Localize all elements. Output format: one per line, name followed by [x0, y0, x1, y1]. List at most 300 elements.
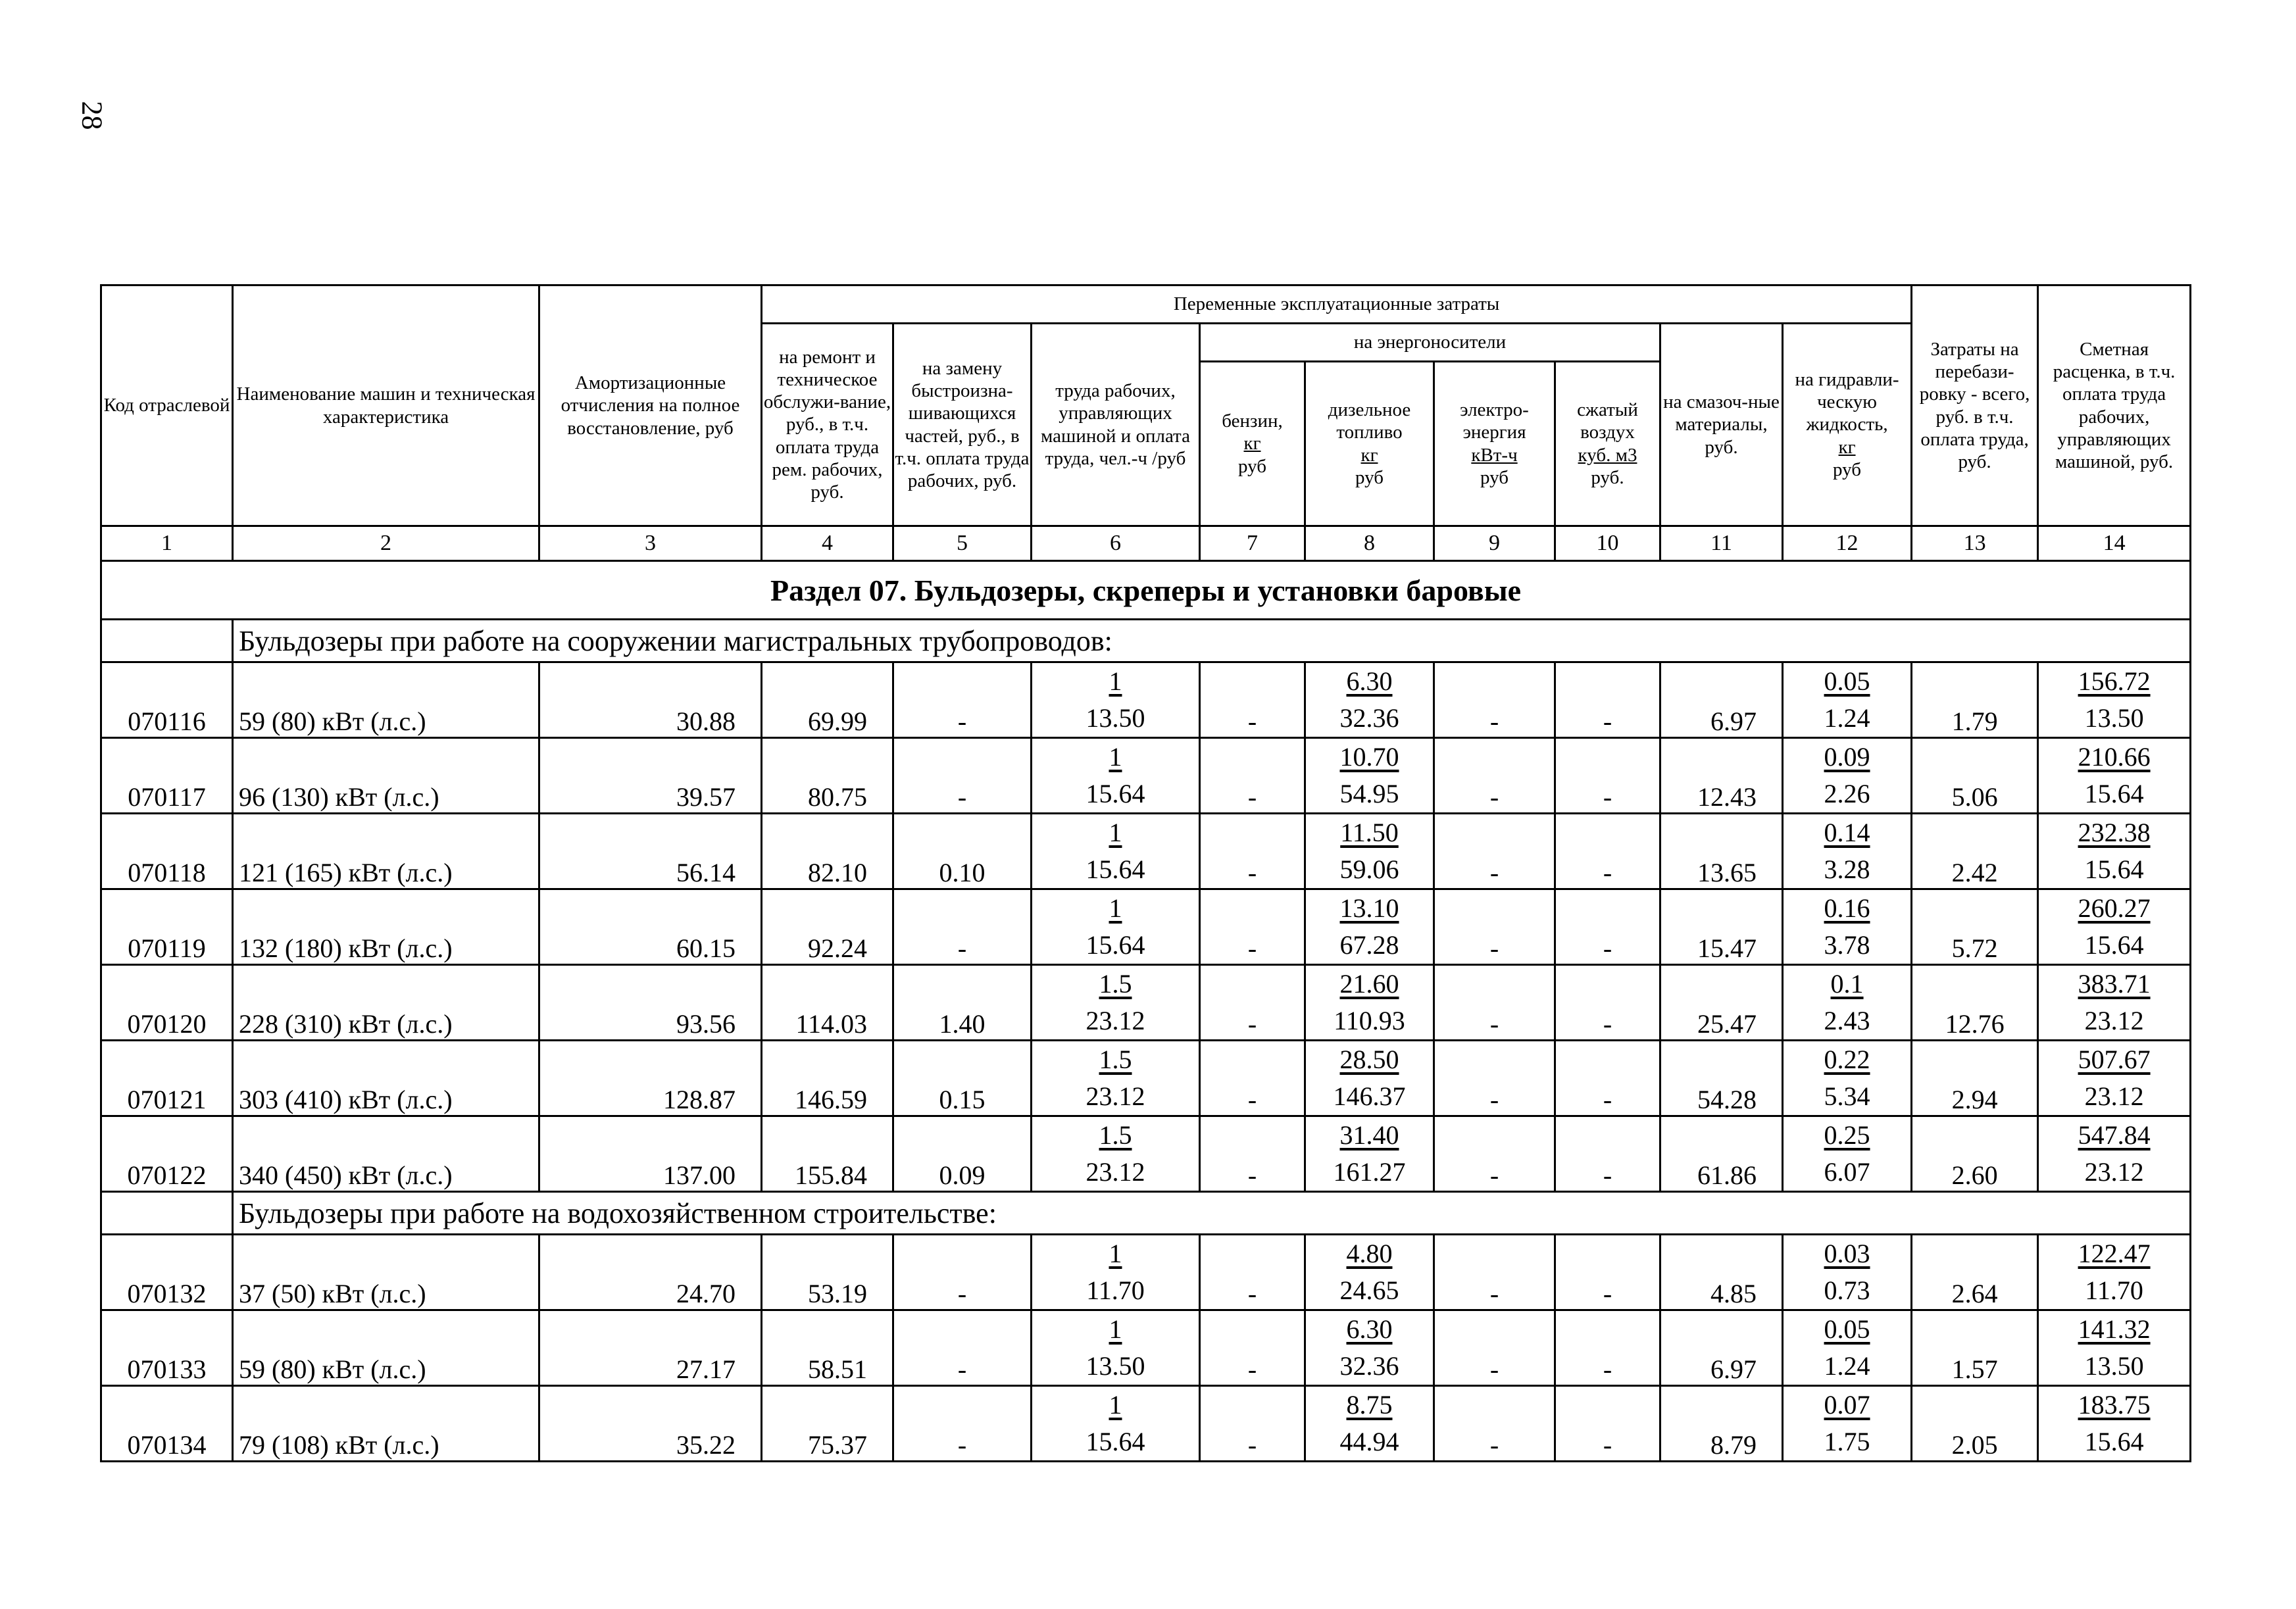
air-value: - — [1555, 662, 1660, 738]
labor-value-top-value: 1 — [1109, 893, 1122, 923]
labor-value-top — [1032, 966, 1199, 1003]
electric-value: - — [1434, 1116, 1555, 1192]
air-value: - — [1555, 1235, 1660, 1310]
replacement-value: 0.15 — [893, 1041, 1032, 1116]
page-number: 28 — [76, 101, 109, 130]
diesel-value-top — [1306, 1311, 1433, 1348]
diesel-value-top-value: 8.75 — [1346, 1390, 1393, 1420]
header-electric-unit1: кВт-ч — [1471, 444, 1518, 466]
column-number: 5 — [893, 526, 1032, 561]
header-hydraulic-unit1: кг — [1838, 436, 1856, 458]
diesel-value — [1305, 1041, 1434, 1116]
group-title-row — [101, 1192, 2191, 1235]
estimate-value-top-value: 122.47 — [2078, 1239, 2151, 1268]
hydraulic-value-bottom-value: 2.43 — [1824, 1006, 1870, 1035]
header-labor: труда рабочих, управляющих машиной и оплата труда, чел.-ч /руб — [1032, 324, 1200, 526]
labor-value — [1032, 738, 1200, 814]
replacement-value: 1.40 — [893, 965, 1032, 1041]
estimate-value-top — [2039, 1311, 2189, 1348]
repair-value: 69.99 — [762, 662, 893, 738]
diesel-value-top — [1306, 814, 1433, 851]
labor-value-top — [1032, 1387, 1199, 1423]
header-hydraulic — [1783, 324, 1912, 526]
air-value: - — [1555, 1116, 1660, 1192]
column-number: 7 — [1200, 526, 1305, 561]
diesel-value-top — [1306, 1387, 1433, 1423]
estimate-value-top — [2039, 1387, 2189, 1423]
estimate-value-top — [2039, 1235, 2189, 1272]
estimate-value-top — [2039, 966, 2189, 1003]
table-body — [101, 561, 2191, 1462]
relocation-value: 2.05 — [1912, 1386, 2038, 1462]
hydraulic-value-top-value: 0.16 — [1824, 893, 1870, 923]
labor-value-bottom-value: 23.12 — [1086, 1157, 1145, 1187]
header-repair: на ремонт и техническое обслужи-вание, руб., в т.ч. оплата труда рем. рабочих, руб. — [762, 324, 893, 526]
petrol-value: - — [1200, 889, 1305, 965]
hydraulic-value-top — [1784, 1311, 1910, 1348]
diesel-value-top-value: 21.60 — [1339, 969, 1399, 999]
replacement-value: 0.10 — [893, 814, 1032, 889]
labor-value-bottom-value: 13.50 — [1086, 1351, 1145, 1381]
petrol-value: - — [1200, 1116, 1305, 1192]
header-lubricants: на смазоч-ные материалы, руб. — [1660, 324, 1783, 526]
diesel-value — [1305, 814, 1434, 889]
header-air-unit2: руб. — [1591, 466, 1624, 488]
column-number: 4 — [762, 526, 893, 561]
hydraulic-value-top — [1784, 1117, 1910, 1154]
hydraulic-value-top-value: 0.05 — [1824, 1314, 1870, 1344]
diesel-value-bottom-value: 110.93 — [1334, 1006, 1405, 1035]
labor-value — [1032, 1116, 1200, 1192]
repair-value: 75.37 — [762, 1386, 893, 1462]
labor-value-top-value: 1 — [1109, 1390, 1122, 1420]
relocation-value: 12.76 — [1912, 965, 2038, 1041]
amortization-value: 27.17 — [539, 1310, 762, 1386]
hydraulic-value-top — [1784, 1041, 1910, 1078]
diesel-value-top-value: 28.50 — [1339, 1045, 1399, 1074]
machine-code: 070117 — [101, 738, 233, 814]
estimate-value-top — [2039, 1041, 2189, 1078]
diesel-value-bottom-value: 24.65 — [1339, 1275, 1399, 1305]
machine-name: 96 (130) кВт (л.с.) — [233, 738, 539, 814]
estimate-value — [2038, 889, 2191, 965]
air-value: - — [1555, 814, 1660, 889]
diesel-value — [1305, 1386, 1434, 1462]
header-relocation: Затраты на перебази-ровку - всего, руб. в т.ч. оплата труда, руб. — [1912, 285, 2038, 526]
machine-code: 070121 — [101, 1041, 233, 1116]
cost-table-wrapper — [100, 284, 2189, 1462]
labor-value-top — [1032, 1117, 1199, 1154]
machine-name: 228 (310) кВт (л.с.) — [233, 965, 539, 1041]
diesel-value-top — [1306, 890, 1433, 927]
estimate-value-top-value: 507.67 — [2078, 1045, 2151, 1074]
labor-value-bottom-value: 15.64 — [1086, 854, 1145, 884]
labor-value-top-value: 1 — [1109, 1314, 1122, 1344]
estimate-value — [2038, 1235, 2191, 1310]
lubricants-value: 13.65 — [1660, 814, 1783, 889]
labor-value-bottom-value: 11.70 — [1086, 1275, 1145, 1305]
header-electric-unit2: руб — [1480, 466, 1509, 488]
labor-value-bottom-value: 15.64 — [1086, 1427, 1145, 1456]
estimate-value — [2038, 1041, 2191, 1116]
replacement-value: - — [893, 738, 1032, 814]
table-row — [101, 1386, 2191, 1462]
diesel-value-top — [1306, 739, 1433, 776]
lubricants-value: 12.43 — [1660, 738, 1783, 814]
hydraulic-value-top-value: 0.09 — [1824, 742, 1870, 772]
diesel-value-top-value: 31.40 — [1339, 1120, 1399, 1150]
table-row — [101, 814, 2191, 889]
estimate-value — [2038, 738, 2191, 814]
header-diesel-unit1: кг — [1360, 444, 1378, 466]
hydraulic-value-top — [1784, 1387, 1910, 1423]
machine-code: 070120 — [101, 965, 233, 1041]
machine-name: 59 (80) кВт (л.с.) — [233, 662, 539, 738]
estimate-value-top-value: 547.84 — [2078, 1120, 2151, 1150]
header-diesel-label: дизельное топливо — [1328, 399, 1411, 443]
column-number: 2 — [233, 526, 539, 561]
petrol-value: - — [1200, 662, 1305, 738]
repair-value: 146.59 — [762, 1041, 893, 1116]
diesel-value-top-value: 13.10 — [1339, 893, 1399, 923]
section-title: Раздел 07. Бульдозеры, скреперы и установки баровые — [101, 561, 2191, 620]
cost-table — [100, 284, 2191, 1462]
hydraulic-value — [1783, 1310, 1912, 1386]
machine-code: 070119 — [101, 889, 233, 965]
machine-name: 121 (165) кВт (л.с.) — [233, 814, 539, 889]
labor-value-top-value: 1 — [1109, 818, 1122, 847]
air-value: - — [1555, 738, 1660, 814]
hydraulic-value-top-value: 0.03 — [1824, 1239, 1870, 1268]
diesel-value-bottom-value: 54.95 — [1339, 779, 1399, 808]
hydraulic-value-bottom-value: 5.34 — [1824, 1081, 1870, 1111]
relocation-value: 5.72 — [1912, 889, 2038, 965]
diesel-value — [1305, 889, 1434, 965]
repair-value: 155.84 — [762, 1116, 893, 1192]
amortization-value: 128.87 — [539, 1041, 762, 1116]
petrol-value: - — [1200, 1386, 1305, 1462]
labor-value-top-value: 1 — [1109, 666, 1122, 696]
labor-value-top — [1032, 1311, 1199, 1348]
diesel-value — [1305, 662, 1434, 738]
hydraulic-value-top — [1784, 814, 1910, 851]
electric-value: - — [1434, 889, 1555, 965]
electric-value: - — [1434, 965, 1555, 1041]
estimate-value-bottom-value: 15.64 — [2084, 1427, 2144, 1456]
header-hydraulic-label: на гидравли-ческую жидкость, — [1795, 368, 1899, 435]
lubricants-value: 15.47 — [1660, 889, 1783, 965]
table-row — [101, 965, 2191, 1041]
header-code: Код отраслевой — [101, 285, 233, 526]
lubricants-value: 25.47 — [1660, 965, 1783, 1041]
lubricants-value: 4.85 — [1660, 1235, 1783, 1310]
labor-value-top — [1032, 1041, 1199, 1078]
labor-value-top-value: 1 — [1109, 1239, 1122, 1268]
hydraulic-value — [1783, 662, 1912, 738]
hydraulic-value — [1783, 814, 1912, 889]
hydraulic-value-bottom-value: 1.75 — [1824, 1427, 1870, 1456]
diesel-value-top-value: 10.70 — [1339, 742, 1399, 772]
relocation-value: 5.06 — [1912, 738, 2038, 814]
group-code-empty — [101, 620, 233, 662]
table-row — [101, 738, 2191, 814]
diesel-value — [1305, 1116, 1434, 1192]
air-value: - — [1555, 965, 1660, 1041]
hydraulic-value-top — [1784, 1235, 1910, 1272]
hydraulic-value-top — [1784, 663, 1910, 700]
estimate-value — [2038, 965, 2191, 1041]
lubricants-value: 61.86 — [1660, 1116, 1783, 1192]
labor-value-top-value: 1.5 — [1099, 1045, 1132, 1074]
estimate-value-top — [2039, 814, 2189, 851]
hydraulic-value-bottom-value: 1.24 — [1824, 1351, 1870, 1381]
diesel-value-top — [1306, 1041, 1433, 1078]
header-hydraulic-unit2: руб — [1833, 458, 1862, 480]
electric-value: - — [1434, 662, 1555, 738]
estimate-value — [2038, 1116, 2191, 1192]
replacement-value: - — [893, 889, 1032, 965]
hydraulic-value — [1783, 1386, 1912, 1462]
diesel-value-bottom-value: 32.36 — [1339, 1351, 1399, 1381]
labor-value — [1032, 1386, 1200, 1462]
machine-name: 303 (410) кВт (л.с.) — [233, 1041, 539, 1116]
petrol-value: - — [1200, 1235, 1305, 1310]
header-petrol-label: бензин, — [1222, 410, 1283, 432]
labor-value — [1032, 662, 1200, 738]
estimate-value-bottom-value: 13.50 — [2084, 703, 2144, 733]
header-replacement: на замену быстроизна-шивающихся частей, руб., в т.ч. оплата труда рабочих, руб. — [893, 324, 1032, 526]
machine-name: 59 (80) кВт (л.с.) — [233, 1310, 539, 1386]
labor-value-bottom-value: 13.50 — [1086, 703, 1145, 733]
petrol-value: - — [1200, 965, 1305, 1041]
labor-value — [1032, 1235, 1200, 1310]
estimate-value-top — [2039, 1117, 2189, 1154]
air-value: - — [1555, 889, 1660, 965]
labor-value — [1032, 889, 1200, 965]
replacement-value: - — [893, 662, 1032, 738]
hydraulic-value-top-value: 0.05 — [1824, 666, 1870, 696]
relocation-value: 1.79 — [1912, 662, 2038, 738]
hydraulic-value-bottom-value: 0.73 — [1824, 1275, 1870, 1305]
labor-value-top-value: 1.5 — [1099, 969, 1132, 999]
labor-value-top — [1032, 663, 1199, 700]
labor-value-top — [1032, 890, 1199, 927]
header-electric-label: электро-энергия — [1460, 399, 1529, 443]
relocation-value: 2.42 — [1912, 814, 2038, 889]
repair-value: 80.75 — [762, 738, 893, 814]
hydraulic-value-top-value: 0.14 — [1824, 818, 1870, 847]
table-row — [101, 1310, 2191, 1386]
group-title: Бульдозеры при работе на сооружении магистральных трубопроводов: — [233, 620, 2191, 662]
column-number: 3 — [539, 526, 762, 561]
relocation-value: 1.57 — [1912, 1310, 2038, 1386]
header-petrol-unit1: кг — [1243, 433, 1261, 455]
hydraulic-value-bottom-value: 6.07 — [1824, 1157, 1870, 1187]
lubricants-value: 6.97 — [1660, 662, 1783, 738]
hydraulic-value-top-value: 0.22 — [1824, 1045, 1870, 1074]
estimate-value-bottom-value: 13.50 — [2084, 1351, 2144, 1381]
electric-value: - — [1434, 1310, 1555, 1386]
estimate-value-bottom-value: 11.70 — [2085, 1275, 2143, 1305]
estimate-value-top-value: 210.66 — [2078, 742, 2151, 772]
diesel-value-bottom-value: 67.28 — [1339, 930, 1399, 960]
estimate-value-bottom-value: 15.64 — [2084, 854, 2144, 884]
estimate-value-bottom-value: 23.12 — [2084, 1081, 2144, 1111]
repair-value: 92.24 — [762, 889, 893, 965]
air-value: - — [1555, 1386, 1660, 1462]
petrol-value: - — [1200, 1310, 1305, 1386]
header-amortization: Амортизационные отчисления на полное восстановление, руб — [539, 285, 762, 526]
air-value: - — [1555, 1310, 1660, 1386]
labor-value — [1032, 1041, 1200, 1116]
diesel-value — [1305, 1310, 1434, 1386]
hydraulic-value — [1783, 1116, 1912, 1192]
section-title-row — [101, 561, 2191, 620]
labor-value-bottom-value: 15.64 — [1086, 779, 1145, 808]
group-title-row — [101, 620, 2191, 662]
column-numbers-row — [101, 526, 2191, 561]
hydraulic-value — [1783, 1041, 1912, 1116]
column-number: 14 — [2038, 526, 2191, 561]
estimate-value-top — [2039, 663, 2189, 700]
amortization-value: 39.57 — [539, 738, 762, 814]
header-estimate: Сметная расценка, в т.ч. оплата труда рабочих, управляющих машиной, руб. — [2038, 285, 2191, 526]
hydraulic-value-bottom-value: 2.26 — [1824, 779, 1870, 808]
header-air — [1555, 362, 1660, 526]
table-row — [101, 1041, 2191, 1116]
hydraulic-value — [1783, 889, 1912, 965]
electric-value: - — [1434, 1386, 1555, 1462]
estimate-value — [2038, 1386, 2191, 1462]
header-variable-costs: Переменные эксплуатационные затраты — [762, 285, 1912, 324]
relocation-value: 2.64 — [1912, 1235, 2038, 1310]
column-number: 13 — [1912, 526, 2038, 561]
labor-value — [1032, 965, 1200, 1041]
hydraulic-value-top-value: 0.1 — [1830, 969, 1864, 999]
electric-value: - — [1434, 1041, 1555, 1116]
table-row — [101, 1235, 2191, 1310]
amortization-value: 56.14 — [539, 814, 762, 889]
machine-code: 070134 — [101, 1386, 233, 1462]
machine-name: 132 (180) кВт (л.с.) — [233, 889, 539, 965]
relocation-value: 2.94 — [1912, 1041, 2038, 1116]
replacement-value: - — [893, 1310, 1032, 1386]
diesel-value-top-value: 6.30 — [1346, 1314, 1393, 1344]
table-header — [101, 285, 2191, 561]
estimate-value-top-value: 260.27 — [2078, 893, 2151, 923]
machine-code: 070133 — [101, 1310, 233, 1386]
diesel-value — [1305, 738, 1434, 814]
diesel-value — [1305, 1235, 1434, 1310]
table-row — [101, 1116, 2191, 1192]
column-number: 12 — [1783, 526, 1912, 561]
repair-value: 53.19 — [762, 1235, 893, 1310]
hydraulic-value-bottom-value: 3.78 — [1824, 930, 1870, 960]
labor-value-top-value: 1.5 — [1099, 1120, 1132, 1150]
amortization-value: 137.00 — [539, 1116, 762, 1192]
labor-value-bottom-value: 23.12 — [1086, 1006, 1145, 1035]
hydraulic-value-bottom-value: 3.28 — [1824, 854, 1870, 884]
estimate-value-bottom-value: 23.12 — [2084, 1157, 2144, 1187]
electric-value: - — [1434, 1235, 1555, 1310]
labor-value-bottom-value: 23.12 — [1086, 1081, 1145, 1111]
column-number: 10 — [1555, 526, 1660, 561]
hydraulic-value-top — [1784, 890, 1910, 927]
relocation-value: 2.60 — [1912, 1116, 2038, 1192]
machine-name: 37 (50) кВт (л.с.) — [233, 1235, 539, 1310]
estimate-value-top-value: 141.32 — [2078, 1314, 2151, 1344]
hydraulic-value-top-value: 0.25 — [1824, 1120, 1870, 1150]
hydraulic-value — [1783, 738, 1912, 814]
labor-value-top — [1032, 814, 1199, 851]
hydraulic-value-bottom-value: 1.24 — [1824, 703, 1870, 733]
header-diesel-unit2: руб — [1355, 466, 1384, 488]
header-air-unit1: куб. м3 — [1578, 444, 1637, 466]
hydraulic-value-top-value: 0.07 — [1824, 1390, 1870, 1420]
replacement-value: - — [893, 1386, 1032, 1462]
amortization-value: 35.22 — [539, 1386, 762, 1462]
diesel-value-bottom-value: 32.36 — [1339, 703, 1399, 733]
amortization-value: 24.70 — [539, 1235, 762, 1310]
petrol-value: - — [1200, 738, 1305, 814]
diesel-value-top — [1306, 966, 1433, 1003]
petrol-value: - — [1200, 814, 1305, 889]
estimate-value-bottom-value: 15.64 — [2084, 930, 2144, 960]
column-number: 11 — [1660, 526, 1783, 561]
diesel-value-top-value: 11.50 — [1340, 818, 1399, 847]
air-value: - — [1555, 1041, 1660, 1116]
amortization-value: 30.88 — [539, 662, 762, 738]
amortization-value: 60.15 — [539, 889, 762, 965]
replacement-value: - — [893, 1235, 1032, 1310]
estimate-value — [2038, 1310, 2191, 1386]
machine-name: 340 (450) кВт (л.с.) — [233, 1116, 539, 1192]
replacement-value: 0.09 — [893, 1116, 1032, 1192]
machine-code: 070118 — [101, 814, 233, 889]
repair-value: 114.03 — [762, 965, 893, 1041]
estimate-value — [2038, 662, 2191, 738]
estimate-value-bottom-value: 15.64 — [2084, 779, 2144, 808]
estimate-value-top-value: 156.72 — [2078, 666, 2151, 696]
estimate-value-top — [2039, 890, 2189, 927]
diesel-value-top-value: 4.80 — [1346, 1239, 1393, 1268]
hydraulic-value — [1783, 965, 1912, 1041]
lubricants-value: 6.97 — [1660, 1310, 1783, 1386]
machine-code: 070122 — [101, 1116, 233, 1192]
machine-name: 79 (108) кВт (л.с.) — [233, 1386, 539, 1462]
header-diesel — [1305, 362, 1434, 526]
lubricants-value: 8.79 — [1660, 1386, 1783, 1462]
column-number: 8 — [1305, 526, 1434, 561]
estimate-value-top-value: 232.38 — [2078, 818, 2151, 847]
estimate-value-top-value: 383.71 — [2078, 969, 2151, 999]
estimate-value-top — [2039, 739, 2189, 776]
group-title: Бульдозеры при работе на водохозяйственном строительстве: — [233, 1192, 2191, 1235]
estimate-value-top-value: 183.75 — [2078, 1390, 2151, 1420]
labor-value — [1032, 814, 1200, 889]
column-number: 6 — [1032, 526, 1200, 561]
diesel-value-top — [1306, 663, 1433, 700]
repair-value: 58.51 — [762, 1310, 893, 1386]
header-energy: на энергоносители — [1200, 324, 1660, 362]
labor-value — [1032, 1310, 1200, 1386]
electric-value: - — [1434, 814, 1555, 889]
diesel-value-top — [1306, 1235, 1433, 1272]
hydraulic-value-top — [1784, 966, 1910, 1003]
group-code-empty — [101, 1192, 233, 1235]
labor-value-top — [1032, 739, 1199, 776]
electric-value: - — [1434, 738, 1555, 814]
